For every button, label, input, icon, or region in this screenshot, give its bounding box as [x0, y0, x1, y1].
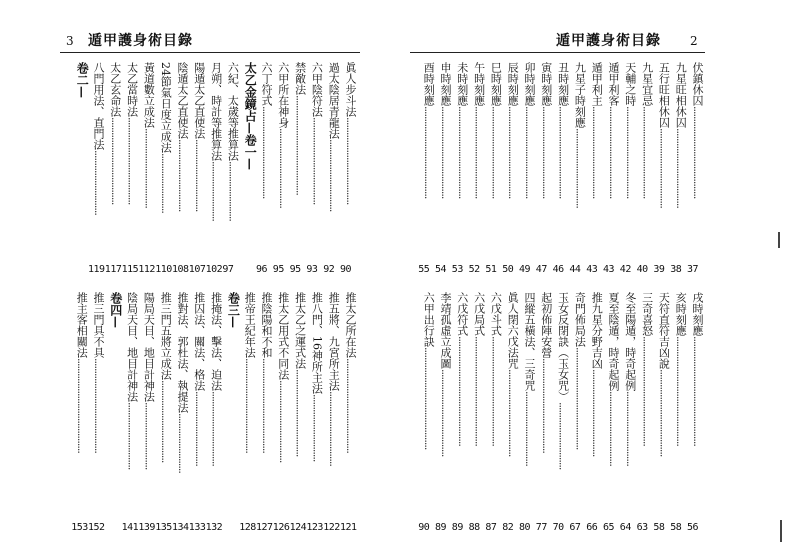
toc-leader-dots: ..................................... — [455, 106, 469, 199]
toc-entry — [109, 62, 122, 204]
toc-entry-title: 推九星分野吉凶 — [590, 292, 604, 369]
toc-entry — [243, 292, 256, 453]
toc-page-number: 89 — [435, 522, 447, 533]
toc-entry — [641, 62, 654, 198]
toc-leader-dots: ...................................... — [75, 358, 89, 453]
volume-title-rule: — — [75, 86, 90, 98]
toc-leader-dots: ............................. — [176, 139, 189, 212]
toc-entry — [142, 62, 155, 208]
toc-entry-title: 遁甲利客 — [607, 62, 620, 106]
toc-entry — [226, 62, 239, 221]
toc-page-number: 64 — [619, 522, 631, 533]
toc-entry — [540, 62, 553, 198]
right-page-header: 遁甲護身術目錄 — [556, 33, 661, 49]
toc-entry-title: 六甲所在神身 — [276, 62, 290, 128]
toc-entry-title: 卷二 — [75, 62, 90, 86]
toc-leader-dots: ................................... — [310, 117, 324, 205]
toc-page-number: 82 — [502, 522, 514, 533]
toc-page-number: 102 — [205, 264, 223, 275]
toc-leader-dots: ............................................ — [674, 336, 688, 446]
toc-entry-title: 遁甲利主 — [590, 62, 604, 106]
toc-entry-title: 推囚法、關法、格法 — [192, 292, 206, 391]
toc-page-number: 93 — [306, 264, 318, 275]
toc-page-number: 124 — [289, 522, 307, 533]
toc-page-number: 126 — [272, 522, 290, 533]
toc-page-number: 52 — [468, 264, 480, 275]
toc-entry — [473, 292, 486, 446]
toc-page-number: 54 — [435, 264, 447, 275]
toc-entry-title: 太乙金鏡占—卷一 — [243, 62, 258, 158]
toc-leader-dots: ..................................... — [523, 106, 536, 199]
toc-entry — [294, 292, 307, 456]
toc-page-number: 63 — [636, 522, 648, 533]
toc-entry — [193, 62, 206, 211]
toc-entry — [126, 62, 139, 204]
toc-entry-title: 推三門五將立成法 — [159, 292, 173, 380]
toc-leader-dots: ................................ — [142, 128, 156, 208]
toc-page-number: 92 — [323, 264, 335, 275]
toc-entry — [657, 62, 670, 208]
toc-entry-title: 推太乙用式不同法 — [276, 292, 290, 380]
right-page-number: 2 — [690, 34, 698, 48]
toc-page-number: 117 — [104, 264, 122, 275]
toc-page-number: 56 — [687, 522, 699, 533]
toc-entry — [473, 62, 486, 198]
toc-entry-title: 推掩法、擊法、迫法 — [209, 292, 223, 391]
toc-entry-title: 九星旺相休囚 — [674, 62, 688, 128]
toc-leader-dots: ................................... — [108, 117, 122, 205]
toc-entry-title: 六甲陰符法 — [310, 62, 324, 117]
toc-page-number: 97 — [222, 264, 234, 275]
scan-mark — [780, 520, 782, 542]
toc-leader-dots: .......................... — [92, 150, 105, 215]
toc-entry-title: 九星宜忌 — [640, 62, 654, 106]
left-page-header: 遁甲護身術目錄 — [88, 33, 193, 49]
toc-entry-title: 五行旺相休囚 — [657, 62, 671, 128]
toc-entry-title: 三奇喜怒 — [640, 292, 654, 336]
toc-entry-title: 推陰陽和不和 — [260, 292, 273, 358]
toc-entry — [607, 62, 620, 198]
toc-page-number: 108 — [172, 264, 189, 275]
toc-leader-dots: ........................... — [310, 394, 324, 462]
toc-entry — [92, 62, 105, 215]
toc-leader-dots: ..................................... — [623, 106, 637, 199]
toc-page-number: 123 — [306, 522, 323, 533]
toc-entry-title: 奇門佈局法 — [573, 292, 587, 347]
toc-entry-title: 四縱五橫法、三奇咒 — [523, 292, 536, 391]
toc-entry — [176, 62, 189, 211]
toc-entry — [126, 292, 139, 469]
toc-leader-dots: ............................................ — [640, 336, 654, 446]
toc-leader-dots: .............................. — [523, 391, 536, 466]
toc-leader-dots: ............................. — [327, 139, 341, 212]
toc-entry-title: 李靖孤虛立成圖 — [439, 292, 452, 369]
toc-entry-title: 卷三 — [226, 292, 241, 316]
toc-entry — [607, 292, 620, 466]
toc-page-number: 38 — [670, 264, 682, 275]
left-header-rule — [60, 52, 360, 53]
toc-entry — [210, 292, 223, 466]
toc-page-number: 46 — [552, 264, 564, 275]
toc-leader-dots: ..................................... — [590, 106, 604, 199]
toc-entry — [573, 62, 586, 208]
toc-entry-title: 卯時刻應 — [523, 62, 536, 106]
toc-leader-dots: ................................... — [657, 369, 671, 457]
toc-page-number: 153 — [71, 522, 88, 533]
toc-page-number: 66 — [586, 522, 598, 533]
toc-leader-dots: ..................................... — [472, 106, 486, 199]
toc-page-number: 135 — [155, 522, 172, 533]
toc-entry — [657, 292, 670, 456]
left-page-number: 3 — [66, 34, 74, 48]
toc-page-number: 53 — [451, 264, 463, 275]
toc-entry-title: 推太乙之運式法 — [293, 292, 307, 369]
toc-leader-dots: ................................... — [293, 369, 307, 457]
toc-entry-title: 過太陰居青龍法 — [327, 62, 341, 139]
toc-entry — [142, 292, 155, 469]
toc-entry-title: 推五將、九宮所主法 — [327, 292, 341, 391]
toc-entry — [310, 292, 323, 461]
toc-entry — [523, 62, 536, 198]
toc-entry-title: 亥時刻應 — [674, 292, 688, 336]
toc-leader-dots: ............................................ — [455, 336, 469, 446]
toc-page-number: 127 — [256, 522, 273, 533]
toc-entry-title: 陰遁太乙直使法 — [176, 62, 189, 139]
toc-entry-title: 冬至陽遁，時奇起例 — [623, 292, 637, 391]
toc-leader-dots: ............................. — [192, 139, 206, 212]
toc-page-number: 42 — [619, 264, 631, 275]
toc-page-number: 133 — [188, 522, 206, 533]
toc-page-number: 134 — [172, 522, 189, 533]
toc-leader-dots: ............................................ — [489, 336, 503, 446]
toc-entry-title: 天輔之時 — [623, 62, 637, 106]
toc-entry-title: 六甲出行訣 — [422, 292, 436, 347]
toc-leader-dots: ......................................... — [422, 347, 436, 450]
toc-entry-title: 起初佈陣安營 — [539, 292, 553, 358]
toc-leader-dots: .............................. — [623, 391, 637, 466]
toc-page-number: 40 — [636, 264, 648, 275]
toc-entry — [260, 62, 273, 198]
toc-entry — [523, 292, 536, 466]
toc-page-number: 70 — [552, 522, 564, 533]
toc-entry — [557, 62, 570, 198]
toc-entry-title: 推八門、16神所主法 — [310, 292, 324, 394]
toc-leader-dots: ................................ — [276, 128, 290, 208]
toc-entry-title: 午時刻應 — [472, 62, 486, 106]
toc-leader-dots: ...................................... — [92, 358, 105, 453]
toc-leader-dots: .............................. — [607, 391, 620, 466]
toc-entry — [489, 62, 502, 198]
toc-entry-title: 推三門具不具 — [92, 292, 105, 358]
toc-leader-dots: ..................................... — [506, 106, 520, 199]
toc-page-number: 58 — [670, 522, 682, 533]
toc-entry-title: 辰時刻應 — [506, 62, 520, 106]
toc-page-number: 90 — [418, 522, 430, 533]
toc-leader-dots: ........................... — [142, 402, 156, 470]
toc-entry-title: 玉女反閉訣（玉女咒） — [556, 292, 570, 402]
toc-entry — [176, 292, 189, 473]
toc-entry-title: 陽遁太乙直使法 — [192, 62, 206, 139]
toc-entry — [489, 292, 502, 446]
toc-page-number: 89 — [451, 522, 463, 533]
toc-entry — [327, 62, 340, 211]
toc-leader-dots: ................................... — [506, 369, 520, 457]
toc-leader-dots: ........................ — [209, 161, 223, 221]
toc-leader-dots: ................................ — [573, 128, 587, 208]
toc-leader-dots: ........................ — [159, 153, 173, 213]
toc-entry — [557, 292, 570, 469]
toc-page-number: 96 — [256, 264, 268, 275]
toc-page-number: 110 — [155, 264, 172, 275]
toc-leader-dots: ................................... — [125, 117, 139, 205]
toc-page-number: 121 — [340, 522, 357, 533]
toc-entry — [344, 292, 357, 453]
toc-entry — [422, 62, 435, 198]
toc-leader-dots: ........................................ — [293, 95, 307, 195]
toc-leader-dots: ............................................ — [691, 336, 704, 446]
toc-entry-title: 推對法、郭杜法、執提法 — [176, 292, 189, 413]
toc-leader-dots: ................................... — [439, 369, 452, 457]
right-header-rule — [410, 52, 705, 53]
toc-leader-dots: ..................................... — [691, 106, 704, 199]
toc-entry-title: 禁敵法 — [293, 62, 307, 95]
toc-page-number: 119 — [88, 264, 105, 275]
toc-page-number: 95 — [272, 264, 284, 275]
toc-entry — [327, 292, 340, 466]
toc-leader-dots: ............................................ — [472, 336, 486, 446]
toc-entry-title: 戌時刻應 — [691, 292, 704, 336]
toc-entry — [159, 62, 172, 213]
toc-entry — [624, 62, 637, 198]
toc-entry — [506, 292, 519, 456]
toc-leader-dots: ........................... — [556, 402, 570, 470]
toc-entry — [641, 292, 654, 446]
toc-page-number: 141 — [121, 522, 139, 533]
toc-leader-dots: ...................................... — [539, 358, 553, 453]
toc-leader-dots: ................................... — [344, 117, 357, 205]
toc-entry — [573, 292, 586, 449]
toc-page-number: 80 — [519, 522, 531, 533]
toc-page-number: 43 — [603, 264, 615, 275]
toc-entry-title: 八門用法、直門法 — [92, 62, 105, 150]
toc-leader-dots: ..................................... — [556, 106, 570, 199]
scan-mark — [778, 232, 780, 248]
toc-page-number: 107 — [188, 264, 206, 275]
toc-entry — [294, 62, 307, 195]
toc-entry — [691, 292, 704, 446]
toc-entry — [624, 292, 637, 466]
toc-entry-title: 丑時刻應 — [556, 62, 570, 106]
toc-entry — [674, 62, 687, 208]
toc-leader-dots: ..................................... — [539, 106, 553, 199]
toc-entry-title: 黃道數立成法 — [142, 62, 156, 128]
volume-title-rule: — — [226, 316, 241, 328]
toc-entry — [159, 292, 172, 462]
toc-entry-title: 月朔、時計等推算法 — [209, 62, 223, 161]
toc-entry-title: 24節氣日度立成法 — [159, 62, 173, 153]
toc-page-number: 51 — [485, 264, 497, 275]
toc-entry — [277, 292, 290, 462]
toc-entry-title: 九星子時刻應 — [573, 62, 587, 128]
toc-leader-dots: ...................................... — [243, 358, 257, 453]
toc-leader-dots: ...................................... — [260, 358, 273, 453]
toc-entry-title: 陰局天目、地目計神法 — [125, 292, 139, 402]
toc-page-number: 39 — [653, 264, 665, 275]
toc-leader-dots: ..................................... — [640, 106, 654, 199]
toc-entry — [109, 292, 122, 328]
toc-page-number: 43 — [586, 264, 598, 275]
toc-leader-dots: ..................................... — [260, 106, 273, 199]
toc-page-number: 122 — [323, 522, 340, 533]
toc-page-number: 132 — [205, 522, 223, 533]
toc-entry — [260, 292, 273, 453]
toc-leader-dots: ........................ — [176, 413, 189, 473]
toc-entry-title: 推帝王紀年法 — [243, 292, 257, 358]
toc-entry — [439, 62, 452, 198]
toc-entry — [590, 62, 603, 198]
toc-entry — [75, 62, 88, 98]
toc-leader-dots: ..................................... — [422, 106, 436, 199]
toc-leader-dots: .............................. — [327, 391, 341, 466]
toc-entry — [75, 292, 88, 453]
toc-page-number: 49 — [519, 264, 531, 275]
toc-entry — [456, 292, 469, 446]
toc-entry — [310, 62, 323, 204]
toc-entry-title: 眞人閉六戊法咒 — [506, 292, 520, 369]
toc-leader-dots: ................................ — [674, 128, 688, 208]
toc-entry — [422, 292, 435, 449]
toc-page-number: 90 — [340, 264, 352, 275]
toc-entry-title: 酉時刻應 — [422, 62, 436, 106]
toc-entry-title: 申時刻應 — [439, 62, 452, 106]
toc-entry-title: 未時刻應 — [455, 62, 469, 106]
toc-leader-dots: ................................. — [276, 380, 290, 463]
toc-entry-title: 太乙玄命法 — [108, 62, 122, 117]
toc-entry — [344, 62, 357, 204]
toc-leader-dots: ................................ — [657, 128, 671, 208]
toc-entry-title: 天符直符吉凶說 — [657, 292, 671, 369]
toc-entry — [277, 62, 290, 208]
toc-page-number: 55 — [418, 264, 430, 275]
toc-entry-title: 六戊斗式 — [489, 292, 503, 336]
toc-leader-dots: ........................... — [125, 402, 139, 470]
toc-entry-title: 六戊局式 — [472, 292, 486, 336]
toc-page-number: 44 — [569, 264, 581, 275]
toc-entry-title: 眞人步斗法 — [344, 62, 357, 117]
toc-leader-dots: ................................... — [590, 369, 604, 457]
toc-page-number: 128 — [239, 522, 256, 533]
toc-page-number: 115 — [121, 264, 139, 275]
toc-page-number: 58 — [653, 522, 665, 533]
toc-page-number: 87 — [485, 522, 497, 533]
toc-entry — [540, 292, 553, 453]
toc-leader-dots: ......................................... — [573, 347, 587, 450]
toc-page-number: 47 — [535, 264, 547, 275]
toc-entry — [226, 292, 239, 328]
toc-entry-title: 六戊符式 — [455, 292, 469, 336]
toc-leader-dots: ................................. — [159, 380, 173, 463]
toc-page-number: 67 — [569, 522, 581, 533]
toc-leader-dots: ..................................... — [607, 106, 620, 199]
toc-entry — [691, 62, 704, 198]
toc-page-number: 77 — [535, 522, 547, 533]
toc-entry — [193, 292, 206, 466]
toc-leader-dots: .............................. — [209, 391, 223, 466]
toc-page-number: 112 — [138, 264, 155, 275]
toc-entry-title: 六丁符式 — [260, 62, 273, 106]
toc-entry-title: 寅時刻應 — [539, 62, 553, 106]
toc-entry-title: 推主客相關法 — [75, 292, 89, 358]
toc-leader-dots: ..................................... — [439, 106, 452, 199]
toc-leader-dots: ..................................... — [489, 106, 503, 199]
toc-page-number: 152 — [88, 522, 105, 533]
toc-page-number: 88 — [468, 522, 480, 533]
toc-entry — [92, 292, 105, 453]
toc-page-number: 37 — [687, 264, 699, 275]
toc-entry-title: 卷四 — [108, 292, 123, 316]
toc-entry-title: 夏至陰遁，時奇起例 — [607, 292, 620, 391]
toc-page-number: 139 — [138, 522, 155, 533]
toc-page-number: 50 — [502, 264, 514, 275]
toc-entry-title: 伏鎮休囚 — [691, 62, 704, 106]
volume-title-rule: — — [108, 316, 123, 328]
toc-page-number: 65 — [603, 522, 615, 533]
toc-entry — [590, 292, 603, 456]
toc-entry — [243, 62, 256, 170]
toc-leader-dots: .............................. — [192, 391, 206, 466]
toc-entry — [456, 62, 469, 198]
volume-title-rule: — — [243, 158, 258, 170]
toc-entry-title: 推太乙所在法 — [344, 292, 357, 358]
toc-page-number: 95 — [289, 264, 301, 275]
toc-entry-title: 六紀、太歲等推算法 — [226, 62, 240, 161]
toc-entry — [506, 62, 519, 198]
toc-entry — [674, 292, 687, 446]
toc-entry — [439, 292, 452, 456]
toc-entry-title: 陽局天目、地目計神法 — [142, 292, 156, 402]
toc-entry-title: 巳時刻應 — [489, 62, 503, 106]
toc-leader-dots: ........................ — [226, 161, 240, 221]
toc-entry-title: 太乙當時法 — [125, 62, 139, 117]
toc-leader-dots: ...................................... — [344, 358, 357, 453]
toc-entry — [210, 62, 223, 221]
